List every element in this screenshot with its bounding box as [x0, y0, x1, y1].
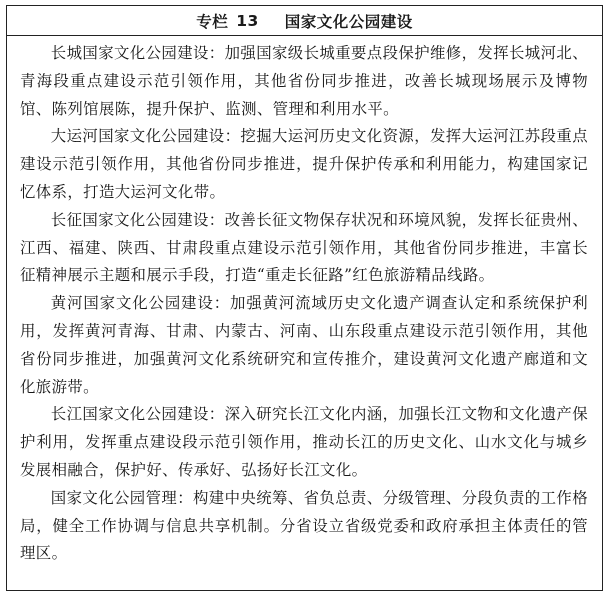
paragraph-long-march: 长征国家文化公园建设：改善长征文物保存状况和环境风貌，发挥长征贵州、江西、福建、陕西、甘肃段重点建设示范引领作用，其他省份同步推进，丰富长征精神展示主题和展示手段，打造“重走长征路”红色旅游精品线路。	[20, 210, 588, 285]
paragraph-yellow-river: 黄河国家文化公园建设：加强黄河流域历史文化遗产调查认定和系统保护利用，发挥黄河青海、甘肃、内蒙古、河南、山东段重点建设示范引领作用，其他省份同步推进，加强黄河文化系统研究和宣传推介，建设黄河文化遗产廊道和文化旅游带。	[20, 294, 588, 396]
paragraph-park-management: 国家文化公园管理：构建中央统筹、省负总责、分级管理、分段负责的工作格局，健全工作协调与信息共享机制。分省设立省级党委和政府承担主体责任的管理区。	[20, 488, 588, 563]
paragraph-great-wall: 长城国家文化公园建设：加强国家级长城重要点段保护维修，发挥长城河北、青海段重点建设示范引领作用，其他省份同步推进，改善长城现场展示及博物馆、陈列馆展陈，提升保护、监测、管理和利用水平。	[20, 44, 588, 118]
column-number: 13	[236, 11, 259, 30]
column-body	[7, 36, 602, 568]
paragraph-yangtze-river: 长江国家文化公园建设：深入研究长江文化内涵，加强长江文物和文化遗产保护利用，发挥重点建设段示范引领作用，推动长江的历史文化、山水文化与城乡发展相融合，保护好、传承好、弘扬好长江文化。	[20, 405, 588, 479]
column-box	[6, 5, 603, 591]
column-title: 国家文化公园建设	[284, 12, 413, 31]
column-header	[7, 6, 602, 36]
column-label: 专栏	[196, 12, 229, 31]
paragraph-grand-canal: 大运河国家文化公园建设：挖掘大运河历史文化资源，发挥大运河江苏段重点建设示范引领作用，其他省份同步推进，提升保护传承和利用能力，构建国家记忆体系，打造大运河文化带。	[20, 127, 588, 201]
